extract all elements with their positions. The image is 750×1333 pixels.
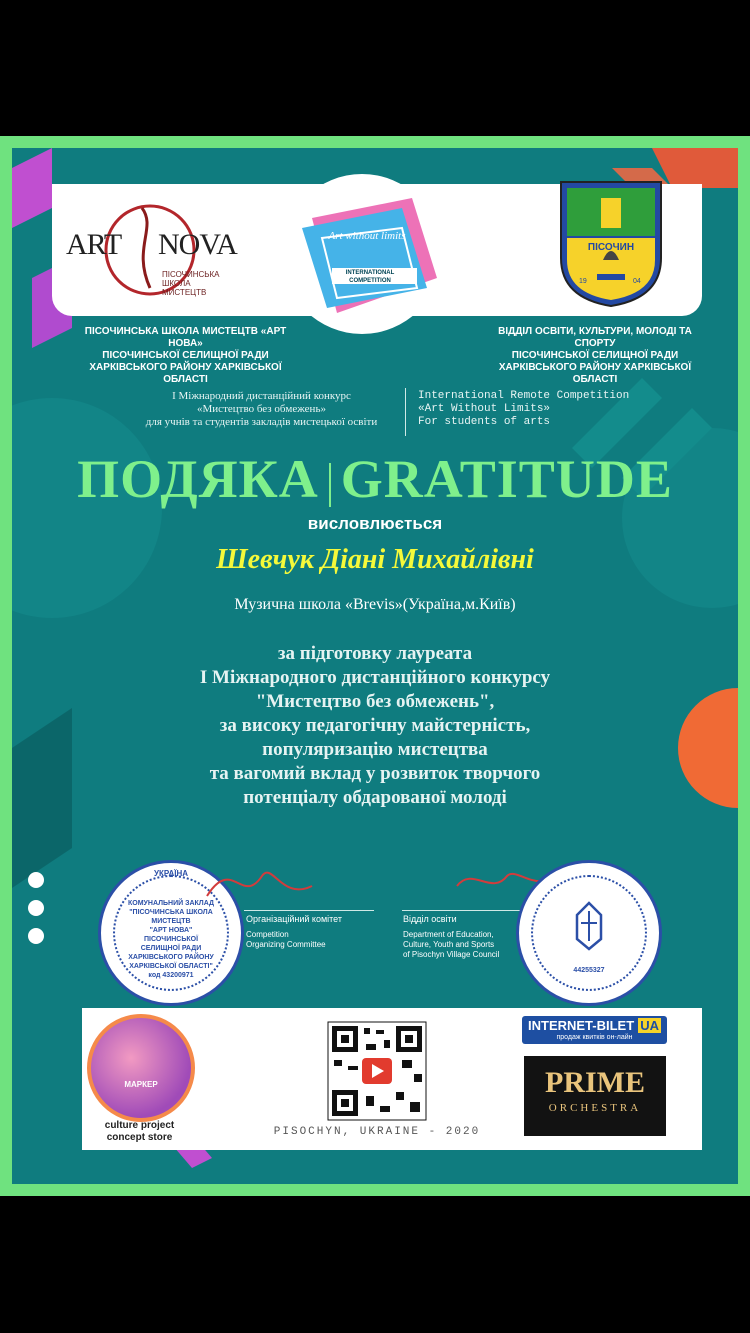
decor-dot bbox=[28, 928, 44, 944]
marker-logo: МАРКЕР bbox=[87, 1014, 195, 1122]
recipient-school: Музична школа «Brevis»(Україна,м.Київ) bbox=[234, 596, 516, 613]
competition-en: International Remote Competition «Art Without Limits» For students of arts bbox=[418, 390, 630, 428]
decor-dot bbox=[28, 872, 44, 888]
seal-left: УКРАЇНА КОМУНАЛЬНИЙ ЗАКЛАД "ПІСОЧИНСЬКА ШКОЛА МИСТЕЦТВ "АРТ НОВА" ПІСОЧИНСЬКОЇ СЕЛИЩНОЇ РАДИ ХАРКІВСЬКОГО РАЙОНУ ХАРКІВСЬКОЇ ОБЛАСТІ" код 43200971 bbox=[98, 860, 244, 1006]
gratitude-reason: за підготовку лауреата І Міжнародного дистанційного конкурсу "Мистецтво без обмежень", за високу педагогічну майстерність, популяризацію мистецтва та вагомий вклад у розвиток творчого потенціалу обдарованої молоді bbox=[199, 643, 551, 808]
coa-year-right: 04 bbox=[633, 278, 641, 285]
badge-script-text: Art without limits bbox=[328, 230, 406, 242]
seal-right-code: 44255327 bbox=[573, 967, 605, 974]
badge-line1: INTERNATIONAL bbox=[345, 270, 395, 276]
badge-line2: COMPETITION bbox=[349, 278, 391, 284]
qr-code[interactable] bbox=[322, 1012, 432, 1132]
internet-bilet-logo: INTERNET-BILET UA продаж квитків он-лайн bbox=[522, 1016, 667, 1044]
competition-divider bbox=[405, 388, 406, 436]
certificate-title bbox=[12, 448, 738, 510]
signature-line-left bbox=[244, 910, 374, 911]
artnova-subtitle: ПІСОЧИНСЬКА ШКОЛА МИСТЕЦТВ bbox=[162, 270, 220, 297]
header-left: ПІСОЧИНСЬКА ШКОЛА МИСТЕЦТВ «АРТ НОВА» ПІСОЧИНСЬКОЇ СЕЛИЩНОЇ РАДИ ХАРКІВСЬКОГО РАЙОНУ ХАРКІВСЬКОЇ ОБЛАСТІ bbox=[84, 326, 287, 385]
prime-orchestra-logo: PRIME ORCHESTRA bbox=[524, 1056, 666, 1136]
title-ua: ПОДЯКА bbox=[77, 449, 319, 509]
competition-ua: І Міжнародний дистанційний конкурс «Мистецтво без обмежень» для учнів та студентів закладів мистецької освіти bbox=[145, 390, 378, 428]
coat-of-arms bbox=[557, 178, 665, 308]
coa-year-left: 19 bbox=[579, 278, 587, 285]
center-badge bbox=[262, 178, 462, 338]
certificate-frame bbox=[0, 136, 750, 1196]
decor-dot bbox=[28, 900, 44, 916]
title-en: GRATITUDE bbox=[340, 449, 673, 509]
header-right: ВІДДІЛ ОСВІТИ, КУЛЬТУРИ, МОЛОДІ ТА СПОРТУ ПІСОЧИНСЬКОЇ СЕЛИЩНОЇ РАДИ ХАРКІВСЬКОГО РАЙОНУ ХАРКІВСЬКОЇ ОБЛАСТІ bbox=[498, 326, 692, 385]
signature-left bbox=[202, 856, 322, 906]
marker-caption: culture project concept store bbox=[104, 1120, 175, 1143]
recipient-name: Шевчук Діані Михайлівні bbox=[216, 544, 534, 575]
artnova-word1: ART bbox=[66, 228, 122, 261]
artnova-word2: NOVA bbox=[158, 228, 237, 261]
seal-right bbox=[516, 860, 662, 1006]
signature-right-caption: Відділ освіти Department of Education, Culture, Youth and Sports of Pisochyn Village Council bbox=[403, 914, 500, 959]
artnova-logo bbox=[62, 198, 237, 298]
coa-banner: ПІСОЧИН bbox=[587, 242, 635, 253]
certificate bbox=[12, 148, 738, 1184]
footer-location: PISOCHYN, UKRAINE - 2020 bbox=[273, 1126, 481, 1138]
signature-left-caption: Організаційний комітет Competition Organizing Committee bbox=[246, 914, 342, 949]
signature-line-right bbox=[402, 910, 532, 911]
expressed-text: висловлюється bbox=[307, 514, 443, 533]
